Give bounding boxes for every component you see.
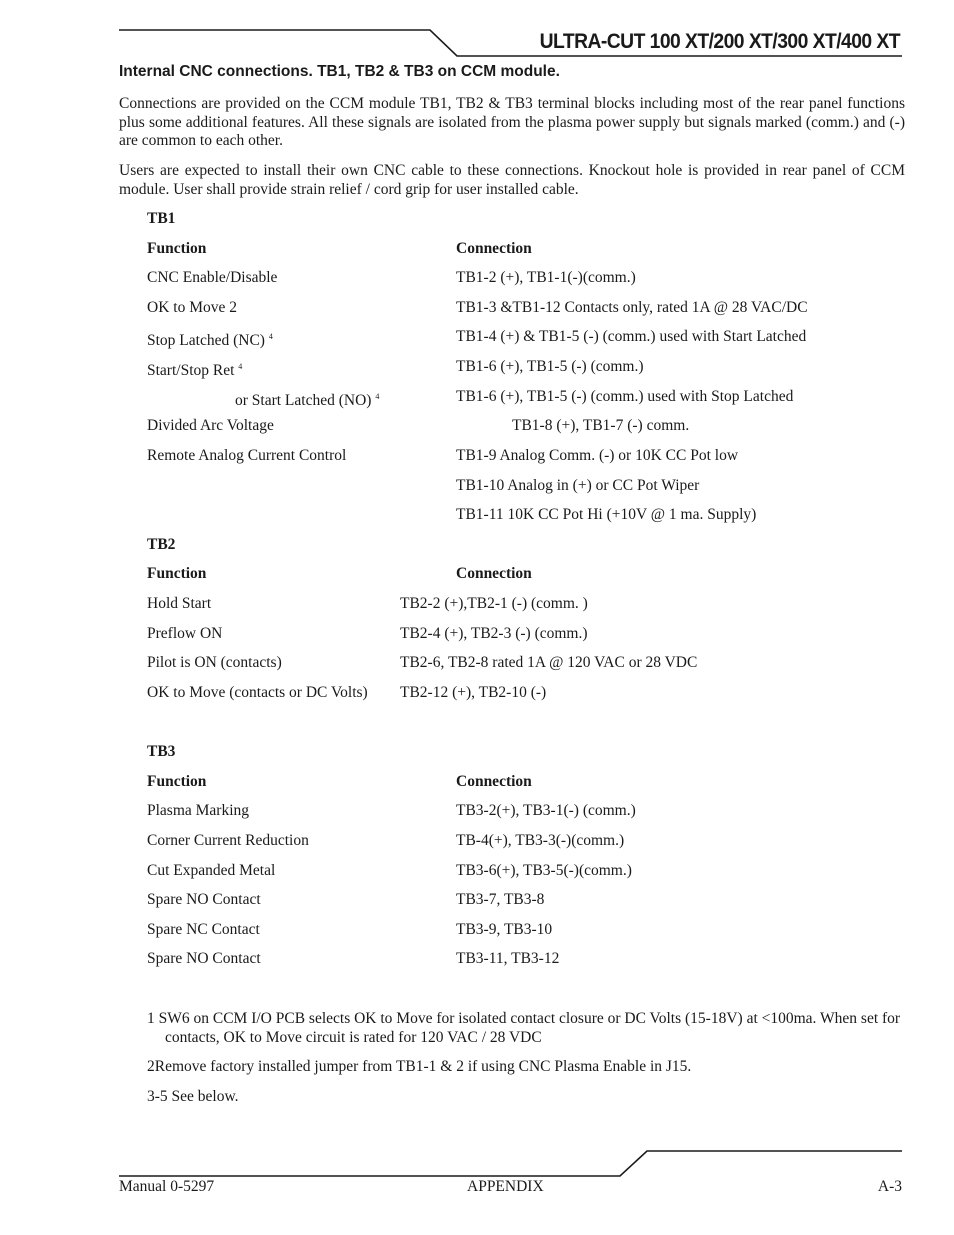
footer-section: APPENDIX [467, 1178, 544, 1195]
table-row-connection: TB3-11, TB3-12 [456, 950, 560, 967]
footnote-ref: 4 [268, 332, 273, 341]
table-row-function: CNC Enable/Disable [147, 269, 278, 286]
table-row-connection: TB1-11 10K CC Pot Hi (+10V @ 1 ma. Supply) [456, 506, 757, 523]
footnote-ref: 4 [238, 362, 243, 371]
table-row-connection: TB1-10 Analog in (+) or CC Pot Wiper [456, 477, 700, 494]
table-row-connection: TB1-2 (+), TB1-1(-)(comm.) [456, 269, 636, 286]
table-row-connection: TB3-9, TB3-10 [456, 921, 553, 938]
footnote-1: 1 SW6 on CCM I/O PCB selects OK to Move for isolated contact closure or DC Volts (15-18V) at <100ma. When set for contacts, OK to Move circuit is rated for 120 VAC / 28 VDC [147, 1010, 901, 1046]
table-row-function: Plasma Marking [147, 802, 250, 819]
table-row-connection: TB1-8 (+), TB1-7 (-) comm. [512, 417, 690, 434]
tb3-col-connection: Connection [456, 773, 532, 790]
table-row-connection: TB-4(+), TB3-3(-)(comm.) [456, 832, 625, 849]
table-row-function: OK to Move (contacts or DC Volts) [147, 684, 368, 701]
table-row-function [147, 358, 242, 380]
table-row-function [235, 388, 379, 410]
tb1-col-function: Function [147, 240, 207, 257]
table-row-connection: TB2-4 (+), TB2-3 (-) (comm.) [400, 625, 588, 642]
document-title: ULTRA-CUT 100 XT/200 XT/300 XT/400 XT [539, 30, 900, 53]
table-row-function: Remote Analog Current Control [147, 447, 347, 464]
tb3-title: TB3 [147, 743, 176, 760]
table-row-connection: TB2-2 (+),TB2-1 (-) (comm. ) [400, 595, 588, 612]
cable-paragraph: Users are expected to install their own CNC cable to these connections. Knockout hole is provided in rear panel of CCM module. User shall provide strain relief / cord grip for user installed cable. [119, 162, 905, 198]
table-row-connection: TB1-4 (+) & TB1-5 (-) (comm.) used with Start Latched [456, 328, 807, 345]
table-row-connection: TB1-3 &TB1-12 Contacts only, rated 1A @ 28 VAC/DC [456, 299, 808, 316]
footer-page-number: A-3 [877, 1178, 902, 1195]
tb3-col-function: Function [147, 773, 207, 790]
intro-paragraph: Connections are provided on the CCM module TB1, TB2 & TB3 terminal blocks including most of the rear panel functions plus some additional features. All these signals are isolated from the plasma power supply but signals marked (comm.) and (-) are common to each other. [119, 95, 905, 149]
tb2-title: TB2 [147, 536, 176, 553]
footer-rule [119, 1151, 902, 1176]
table-row-function: Pilot is ON (contacts) [147, 654, 282, 671]
table-row-function: OK to Move 2 [147, 299, 237, 316]
table-row-function: Corner Current Reduction [147, 832, 309, 849]
function-text: Start/Stop Ret [147, 362, 239, 379]
tb1-col-connection: Connection [456, 240, 532, 257]
table-row-connection: TB1-9 Analog Comm. (-) or 10K CC Pot low [456, 447, 739, 464]
table-row-function [147, 328, 273, 350]
function-text: Stop Latched (NC) [147, 332, 269, 349]
tb2-col-connection: Connection [456, 565, 532, 582]
tb2-col-function: Function [147, 565, 207, 582]
table-row-function: Hold Start [147, 595, 212, 612]
table-row-connection: TB1-6 (+), TB1-5 (-) (comm.) [456, 358, 644, 375]
table-row-connection: TB1-6 (+), TB1-5 (-) (comm.) used with Stop Latched [456, 388, 794, 405]
table-row-connection: TB3-7, TB3-8 [456, 891, 545, 908]
section-heading: Internal CNC connections. TB1, TB2 & TB3 on CCM module. [119, 63, 560, 80]
table-row-function: Divided Arc Voltage [147, 417, 274, 434]
table-row-function: Preflow ON [147, 625, 223, 642]
table-row-function: Spare NO Contact [147, 950, 261, 967]
table-row-function: Spare NC Contact [147, 921, 260, 938]
footer-manual-number: Manual 0-5297 [119, 1178, 215, 1195]
footnote-2: 2Remove factory installed jumper from TB1-1 & 2 if using CNC Plasma Enable in J15. [147, 1058, 692, 1075]
table-row-connection: TB3-6(+), TB3-5(-)(comm.) [456, 862, 632, 879]
table-row-function: Cut Expanded Metal [147, 862, 276, 879]
table-row-function: Spare NO Contact [147, 891, 261, 908]
tb1-title: TB1 [147, 210, 176, 227]
table-row-connection: TB3-2(+), TB3-1(-) (comm.) [456, 802, 636, 819]
footnote-ref: 4 [375, 392, 380, 401]
table-row-connection: TB2-12 (+), TB2-10 (-) [400, 684, 547, 701]
function-text: or Start Latched (NO) [235, 392, 376, 409]
table-row-connection: TB2-6, TB2-8 rated 1A @ 120 VAC or 28 VDC [400, 654, 698, 671]
footnote-3-5: 3-5 See below. [147, 1088, 239, 1105]
